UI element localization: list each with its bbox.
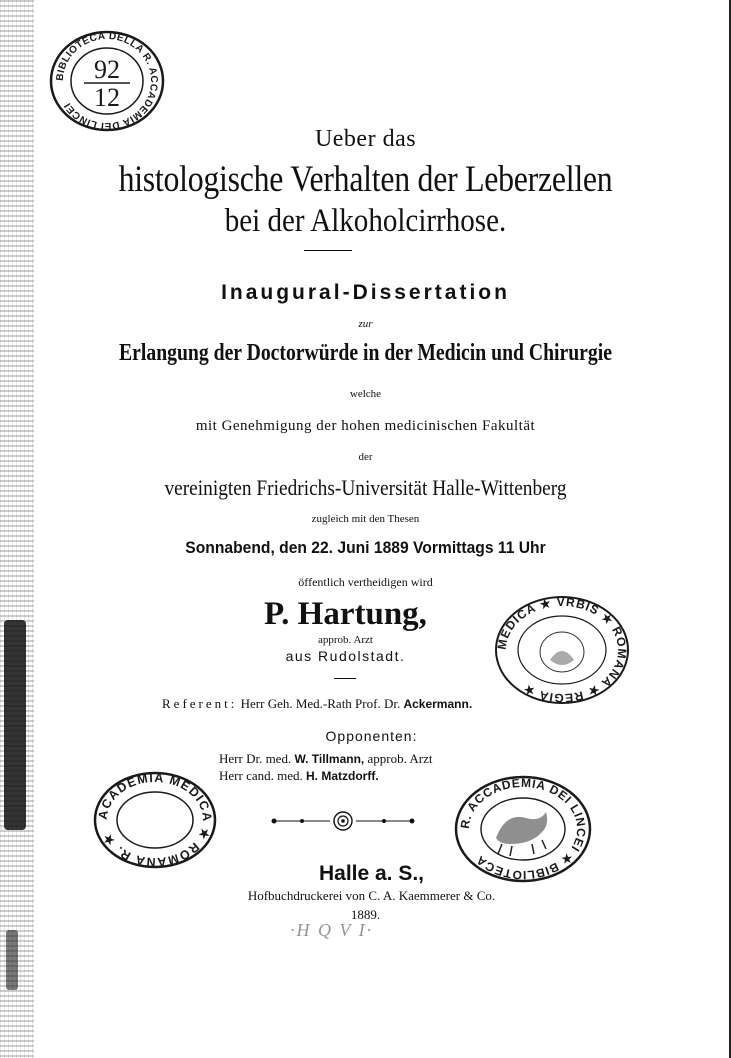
dissertation-der: der — [358, 451, 373, 463]
opponent-name: H. Matzdorff. — [306, 769, 379, 783]
author-divider — [334, 678, 356, 679]
referent-line — [162, 696, 472, 712]
imprint-city: Halle a. S., — [318, 862, 425, 885]
title-line-2: histologische Verhalten der Leberzellen — [118, 159, 613, 200]
lincei-stamp-ring-text: R. ACCADEMIA DEI LINCEI ★ BIBLIOTECA — [457, 775, 589, 883]
university-name: vereinigten Friedrichs-Universität Halle-Wittenberg — [164, 475, 567, 500]
opponent-1 — [219, 751, 432, 767]
referent-text: Herr Geh. Med.-Rath Prof. Dr. — [240, 696, 401, 711]
title-line-3: bei der Alkoholcirrhose. — [224, 203, 507, 239]
dissertation-approval: mit Genehmigung der hohen medicinischen Fakultät — [195, 418, 536, 434]
binding-shadow-lower — [6, 930, 18, 990]
ornament-divider — [268, 806, 418, 836]
opponents-heading: Opponenten: — [325, 728, 418, 744]
imprint-printer: Hofbuchdruckerei von C. A. Kaemmerer & Co. — [247, 888, 496, 903]
referent-name: Ackermann. — [403, 697, 473, 711]
defense-date: Sonnabend, den 22. Juni 1889 Vormittags 11 Uhr — [185, 538, 546, 557]
svg-text:MEDICA ★ VRBIS ★ ROMANA ★ REGI — [495, 595, 630, 705]
shelf-number-bottom: 12 — [94, 83, 120, 112]
academia-stamp-ring-text: ACADEMIA MEDICA ★ ROMANA R. ★ — [95, 770, 215, 870]
opponent-suffix: approb. Arzt — [367, 751, 433, 766]
author-name: P. Hartung, — [264, 596, 427, 632]
library-shelf-stamp — [48, 30, 166, 132]
academia-stamp — [92, 770, 218, 870]
author-origin: aus Rudolstadt. — [285, 648, 406, 664]
author-title: approb. Arzt — [318, 634, 373, 646]
medica-stamp — [492, 594, 632, 706]
dissertation-heading: Inaugural-Dissertation — [221, 281, 510, 304]
opponent-prefix: Herr cand. med. — [219, 768, 303, 783]
handwritten-mark: ·H Q V I· — [290, 920, 374, 940]
defense-note: öffentlich vertheidigen wird — [298, 575, 433, 589]
referent-label: Referent: — [162, 696, 238, 711]
dissertation-welche: welche — [349, 388, 382, 400]
medica-stamp-ring-text: MEDICA ★ VRBIS ★ ROMANA ★ REGIA ★ — [494, 594, 630, 706]
opponent-name: W. Tillmann, — [294, 752, 365, 766]
theses-note: zugleich mit den Thesen — [311, 513, 420, 525]
opponent-2 — [219, 768, 379, 784]
title-line-1: Ueber das — [314, 126, 417, 152]
shelf-number-top: 92 — [94, 55, 120, 84]
shelf-stamp-ring-text: BIBLIOTECA DELLA R. ACCADEMIA DEI LINCEI — [54, 30, 160, 132]
imprint-year: 1889. — [350, 907, 381, 922]
opponent-prefix: Herr Dr. med. — [219, 751, 292, 766]
title-divider — [304, 250, 352, 251]
dissertation-purpose: Erlangung der Doctorwürde in der Medicin und Chirurgie — [119, 340, 612, 366]
dissertation-zur: zur — [358, 318, 373, 330]
